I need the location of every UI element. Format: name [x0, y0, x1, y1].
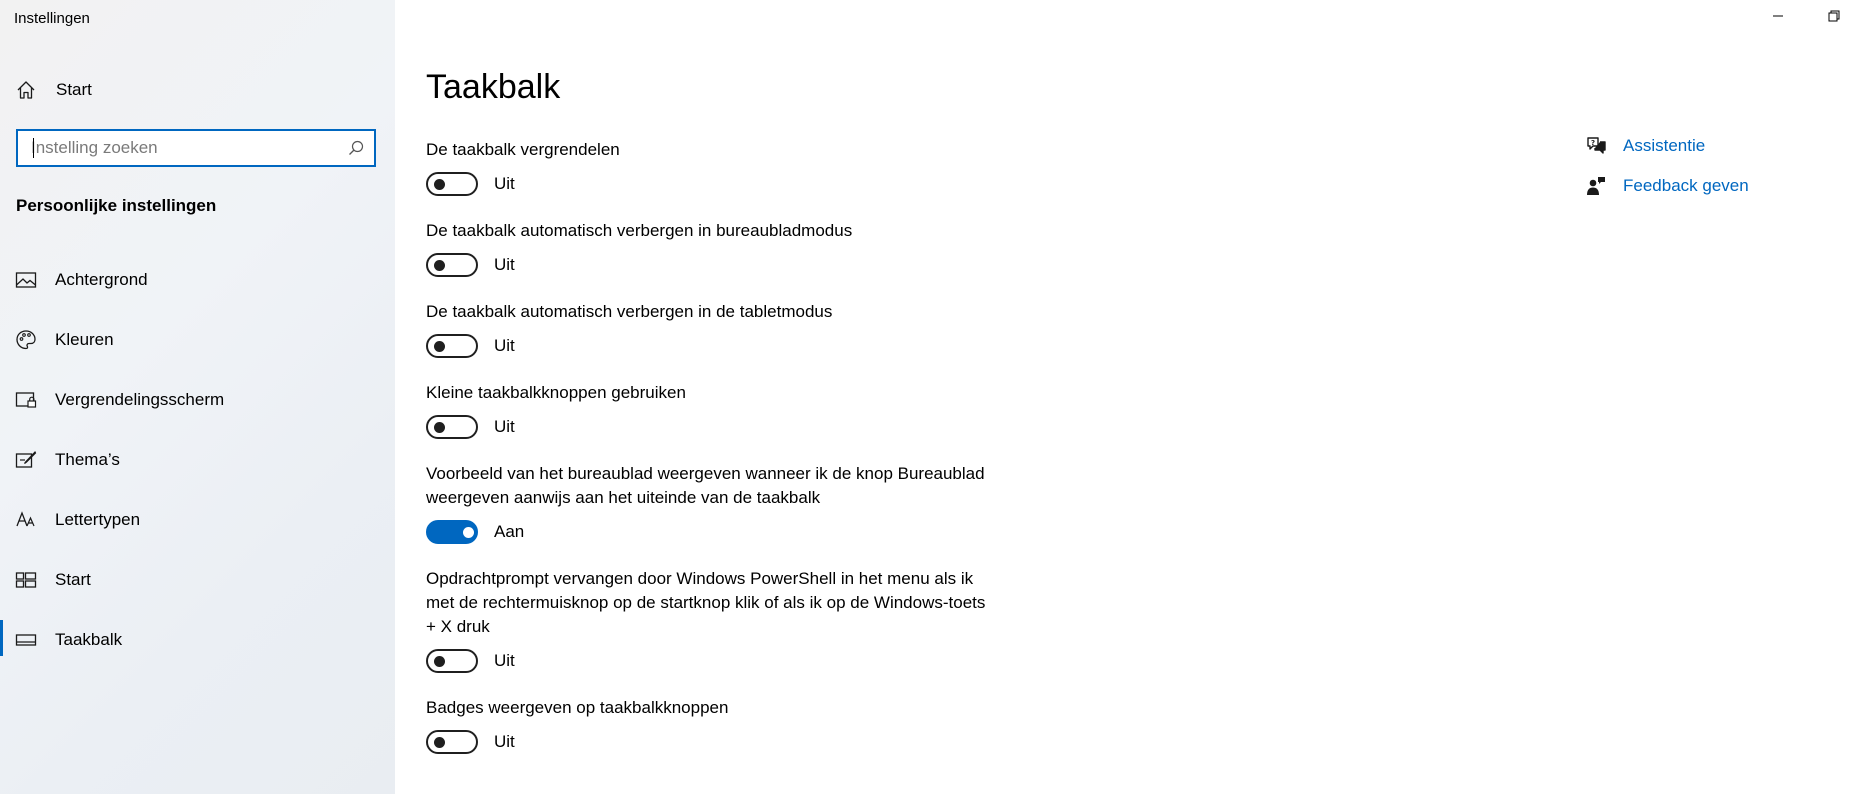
toggle-state: Uit	[494, 336, 515, 355]
setting-description: De taakbalk automatisch verbergen in bureaubladmodus	[426, 221, 853, 240]
nav-home[interactable]	[0, 72, 395, 108]
text-caret	[33, 138, 34, 158]
sidebar-item-label: Lettertypen	[55, 510, 141, 529]
setting-description: De taakbalk automatisch verbergen in de tabletmodus	[426, 302, 833, 321]
sidebar	[0, 0, 395, 794]
search-icon[interactable]	[348, 140, 364, 156]
toggle-knob	[434, 737, 445, 748]
sidebar-item-achtergrond[interactable]	[0, 258, 395, 318]
restore-button[interactable]	[1806, 0, 1862, 36]
toggle-state: Uit	[494, 651, 515, 670]
toggle-switch[interactable]	[426, 253, 478, 277]
setting-description: Voorbeeld van het bureaublad weergeven wanneer ik de knop Bureaublad weergeven aanwijs aan het uiteinde van de taakbalk	[426, 464, 985, 507]
minimize-button[interactable]	[1750, 0, 1806, 36]
section-title: Persoonlijke instellingen	[16, 196, 217, 215]
main-content	[395, 0, 1862, 794]
palette-icon	[15, 329, 37, 351]
taskbar-icon	[15, 629, 37, 651]
toggle-knob	[434, 422, 445, 433]
toggle-state: Uit	[494, 417, 515, 436]
sidebar-item-lettertypen[interactable]	[0, 498, 395, 558]
start-layout-icon	[15, 569, 37, 591]
page-title: Taakbalk	[426, 68, 561, 106]
toggle-switch[interactable]	[426, 730, 478, 754]
sidebar-item-label: Taakbalk	[55, 630, 123, 649]
toggle-switch[interactable]	[426, 649, 478, 673]
sidebar-item-label: Kleuren	[55, 330, 114, 349]
sidebar-item-label: Start	[55, 570, 91, 589]
setting-description: De taakbalk vergrendelen	[426, 140, 620, 159]
assist-link[interactable]	[1585, 126, 1749, 166]
home-icon	[16, 80, 36, 100]
toggle-knob	[434, 656, 445, 667]
setting-lock-taskbar	[426, 138, 986, 198]
help-links	[1585, 126, 1749, 206]
sidebar-item-label: Achtergrond	[55, 270, 148, 289]
feedback-link-label: Feedback geven	[1623, 176, 1749, 195]
svg-text:?: ?	[1591, 139, 1596, 147]
feedback-link[interactable]	[1585, 166, 1749, 206]
theme-brush-icon	[15, 449, 37, 471]
feedback-person-icon	[1585, 175, 1607, 197]
nav-home-label: Start	[56, 80, 92, 99]
toggle-knob	[463, 527, 474, 538]
sidebar-item-label: Thema’s	[55, 450, 120, 469]
setting-badges	[426, 696, 986, 756]
active-indicator	[0, 620, 3, 656]
toggle-switch[interactable]	[426, 334, 478, 358]
setting-description: Opdrachtprompt vervangen door Windows PowerShell in het menu als ik met de rechtermuisknop op de startknop klik of als ik op de Windows-toets + X druk	[426, 569, 986, 636]
sidebar-item-vergrendelingsscherm[interactable]	[0, 378, 395, 438]
font-icon	[15, 509, 37, 531]
setting-description: Kleine taakbalkknoppen gebruiken	[426, 383, 686, 402]
setting-autohide-tablet	[426, 300, 986, 360]
search-box[interactable]	[16, 129, 376, 167]
settings-list	[426, 138, 986, 756]
sidebar-item-label: Vergrendelingsscherm	[55, 390, 225, 409]
setting-description: Badges weergeven op taakbalkknoppen	[426, 698, 729, 717]
lock-screen-icon	[15, 389, 37, 411]
toggle-switch[interactable]	[426, 172, 478, 196]
restore-icon	[1828, 9, 1840, 27]
setting-small-buttons	[426, 381, 986, 441]
toggle-state: Uit	[494, 255, 515, 274]
picture-icon	[15, 269, 37, 291]
toggle-state: Aan	[494, 522, 525, 541]
setting-powershell	[426, 567, 986, 675]
assist-link-label: Assistentie	[1623, 136, 1706, 155]
sidebar-item-themas[interactable]	[0, 438, 395, 498]
minimize-icon	[1772, 9, 1784, 27]
app-title: Instellingen	[14, 10, 90, 27]
chat-help-icon	[1585, 135, 1607, 157]
toggle-switch[interactable]	[426, 520, 478, 544]
toggle-state: Uit	[494, 174, 515, 193]
toggle-knob	[434, 341, 445, 352]
setting-peek-desktop	[426, 462, 986, 546]
toggle-switch[interactable]	[426, 415, 478, 439]
setting-autohide-desktop	[426, 219, 986, 279]
sidebar-item-taakbalk[interactable]	[0, 618, 395, 678]
sidebar-item-start[interactable]	[0, 558, 395, 618]
toggle-state: Uit	[494, 732, 515, 751]
search-input[interactable]	[18, 132, 343, 164]
toggle-knob	[434, 260, 445, 271]
nav-list	[0, 258, 395, 678]
toggle-knob	[434, 179, 445, 190]
sidebar-item-kleuren[interactable]	[0, 318, 395, 378]
window-controls	[1750, 0, 1862, 36]
